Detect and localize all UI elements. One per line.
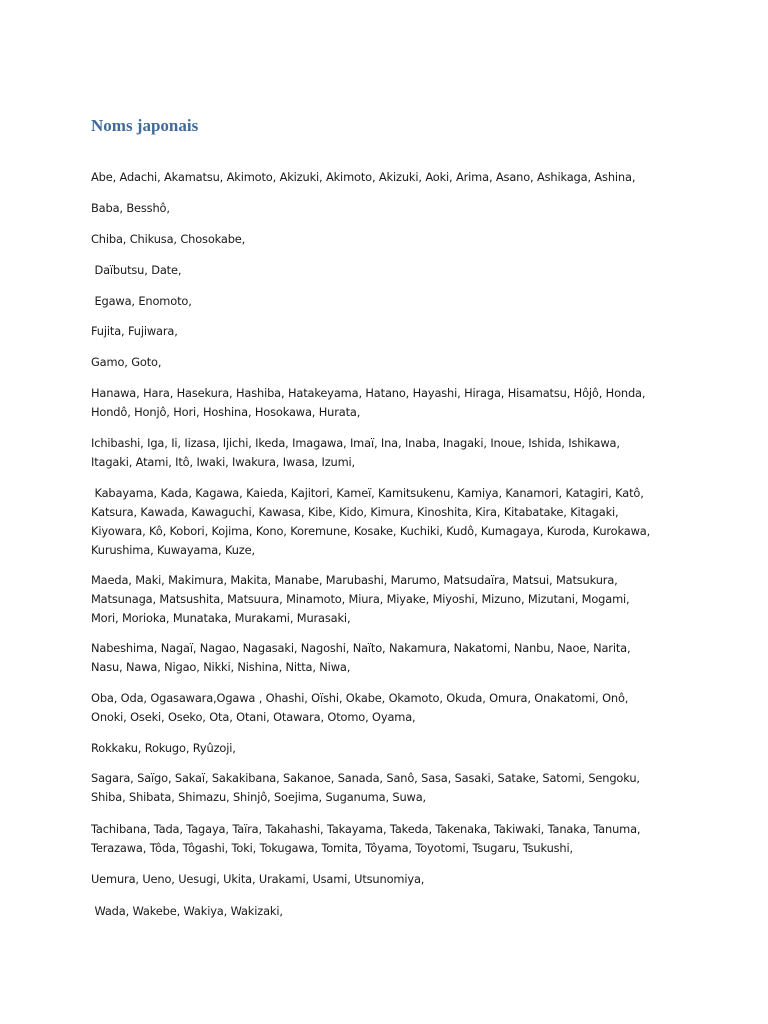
name-paragraph [91, 292, 192, 311]
paragraph-line: Terazawa, Tôda, Tôgashi, Toki, Tokugawa, Tomita, Tôyama, Toyotomi, Tsugaru, Tsukushi, [91, 841, 573, 855]
paragraph-line: Hanawa, Hara, Hasekura, Hashiba, Hatakeyama, Hatano, Hayashi, Hiraga, Hisamatsu, Hôjô, Honda, [91, 386, 646, 400]
name-paragraph [91, 168, 635, 187]
name-paragraph [91, 434, 620, 472]
paragraph-line: Uemura, Ueno, Uesugi, Ukita, Urakami, Usami, Utsunomiya, [91, 872, 425, 886]
name-paragraph [91, 199, 170, 218]
paragraph-line: Rokkaku, Rokugo, Ryûzoji, [91, 741, 236, 755]
name-paragraph [91, 739, 236, 758]
paragraph-line: Maeda, Maki, Makimura, Makita, Manabe, Marubashi, Marumo, Matsudaïra, Matsui, Matsukura, [91, 573, 618, 587]
paragraph-line: Nabeshima, Nagaï, Nagao, Nagasaki, Nagoshi, Naïto, Nakamura, Nakatomi, Nanbu, Naoe, Narita, [91, 641, 631, 655]
name-paragraph [91, 902, 283, 921]
paragraph-line: Ichibashi, Iga, Ii, Iizasa, Ijichi, Ikeda, Imagawa, Imaï, Ina, Inaba, Inagaki, Inoue, Ishida, Ishikawa, [91, 436, 620, 450]
name-paragraph [91, 769, 640, 807]
paragraph-line: Daïbutsu, Date, [91, 263, 182, 277]
name-paragraph [91, 571, 630, 628]
paragraph-line: Chiba, Chikusa, Chosokabe, [91, 232, 246, 246]
document-title: Noms japonais [91, 116, 199, 135]
paragraph-line: Wada, Wakebe, Wakiya, Wakizaki, [91, 904, 283, 918]
paragraph-line: Kiyowara, Kô, Kobori, Kojima, Kono, Koremune, Kosake, Kuchiki, Kudô, Kumagaya, Kuroda, Kurokawa, [91, 524, 651, 538]
paragraph-line: Shiba, Shibata, Shimazu, Shinjô, Soejima, Suganuma, Suwa, [91, 790, 427, 804]
name-paragraph [91, 322, 178, 341]
name-paragraph [91, 820, 640, 858]
paragraph-line: Matsunaga, Matsushita, Matsuura, Minamoto, Miura, Miyake, Miyoshi, Mizuno, Mizutani, Mogami, [91, 592, 630, 606]
name-paragraph [91, 639, 630, 677]
paragraph-line: Egawa, Enomoto, [91, 294, 192, 308]
name-paragraph [91, 261, 181, 280]
paragraph-line: Sagara, Saïgo, Sakaï, Sakakibana, Sakanoe, Sanada, Sanô, Sasa, Sasaki, Satake, Satomi, Sengoku, [91, 771, 640, 785]
paragraph-line: Katsura, Kawada, Kawaguchi, Kawasa, Kibe, Kido, Kimura, Kinoshita, Kira, Kitabatake, Kitagaki, [91, 505, 619, 519]
paragraph-line: Oba, Oda, Ogasawara,Ogawa , Ohashi, Oïshi, Okabe, Okamoto, Okuda, Omura, Onakatomi, Onô, [91, 691, 629, 705]
paragraph-line: Baba, Besshô, [91, 201, 170, 215]
paragraph-line: Kurushima, Kuwayama, Kuze, [91, 543, 255, 557]
paragraph-line: Tachibana, Tada, Tagaya, Taïra, Takahashi, Takayama, Takeda, Takenaka, Takiwaki, Tanaka, Tanuma, [91, 822, 641, 836]
name-paragraph [91, 353, 161, 372]
paragraph-line: Itagaki, Atami, Itô, Iwaki, Iwakura, Iwasa, Izumi, [91, 455, 356, 469]
paragraph-line: Onoki, Oseki, Oseko, Ota, Otani, Otawara, Otomo, Oyama, [91, 710, 416, 724]
name-paragraph [91, 230, 245, 249]
name-paragraph [91, 484, 650, 560]
paragraph-line: Kabayama, Kada, Kagawa, Kaieda, Kajitori, Kameï, Kamitsukenu, Kamiya, Kanamori, Katagiri, Katô, [91, 486, 644, 500]
paragraph-line: Abe, Adachi, Akamatsu, Akimoto, Akizuki, Akimoto, Akizuki, Aoki, Arima, Asano, Ashikaga, Ashina, [91, 170, 636, 184]
paragraph-line: Mori, Morioka, Munataka, Murakami, Murasaki, [91, 611, 351, 625]
paragraph-line: Nasu, Nawa, Nigao, Nikki, Nishina, Nitta, Niwa, [91, 660, 351, 674]
name-paragraph [91, 689, 628, 727]
paragraph-line: Fujita, Fujiwara, [91, 324, 178, 338]
name-paragraph [91, 384, 645, 422]
paragraph-line: Hondô, Honjô, Hori, Hoshina, Hosokawa, Hurata, [91, 405, 361, 419]
paragraph-line: Gamo, Goto, [91, 355, 162, 369]
name-paragraph [91, 870, 424, 889]
